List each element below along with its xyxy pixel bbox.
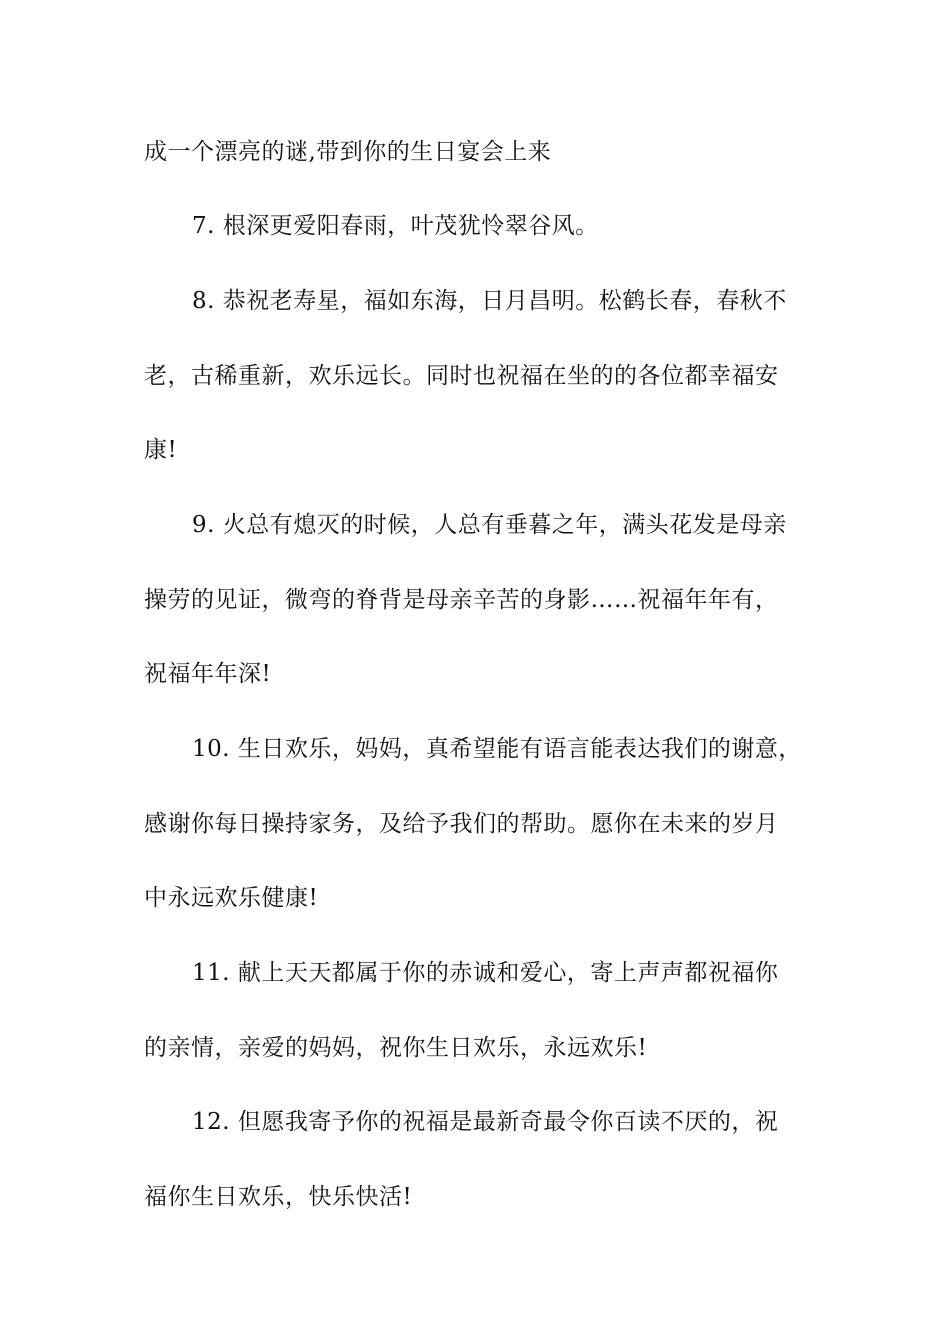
wish-item-9-line-1: 9. 火总有熄灭的时候，人总有垂暮之年，满头花发是母亲 xyxy=(192,512,787,538)
wish-item-11-line-2: 的亲情，亲爱的妈妈，祝你生日欢乐，永远欢乐! xyxy=(144,1035,648,1061)
wish-item-10-line-1: 10. 生日欢乐，妈妈，真希望能有语言能表达我们的谢意， xyxy=(192,736,802,762)
wish-item-12-line-1: 12. 但愿我寄予你的祝福是最新奇最令你百读不厌的，祝 xyxy=(192,1109,779,1135)
wish-item-8-line-2: 老，古稀重新，欢乐远长。同时也祝福在坐的的各位都幸福安 xyxy=(144,363,779,389)
wish-item-11-line-1: 11. 献上天天都属于你的赤诚和爱心，寄上声声都祝福你 xyxy=(192,960,779,986)
wish-item-8-line-1: 8. 恭祝老寿星，福如东海，日月昌明。松鹤长春，春秋不 xyxy=(192,288,787,314)
wish-item-10-line-3: 中永远欢乐健康! xyxy=(144,885,319,911)
text-line-continuation: 成一个漂亮的谜,带到你的生日宴会上来 xyxy=(144,139,552,165)
wish-item-9-line-2: 操劳的见证，微弯的脊背是母亲辛苦的身影……祝福年年有， xyxy=(144,587,779,613)
wish-item-8-line-3: 康! xyxy=(144,437,178,463)
wish-item-7: 7. 根深更爱阳春雨，叶茂犹怜翠谷风。 xyxy=(192,213,599,239)
wish-item-12-line-2: 福你生日欢乐，快乐快活! xyxy=(144,1184,413,1210)
wish-item-9-line-3: 祝福年年深! xyxy=(144,661,272,687)
wish-item-10-line-2: 感谢你每日操持家务，及给予我们的帮助。愿你在未来的岁月 xyxy=(144,811,779,837)
